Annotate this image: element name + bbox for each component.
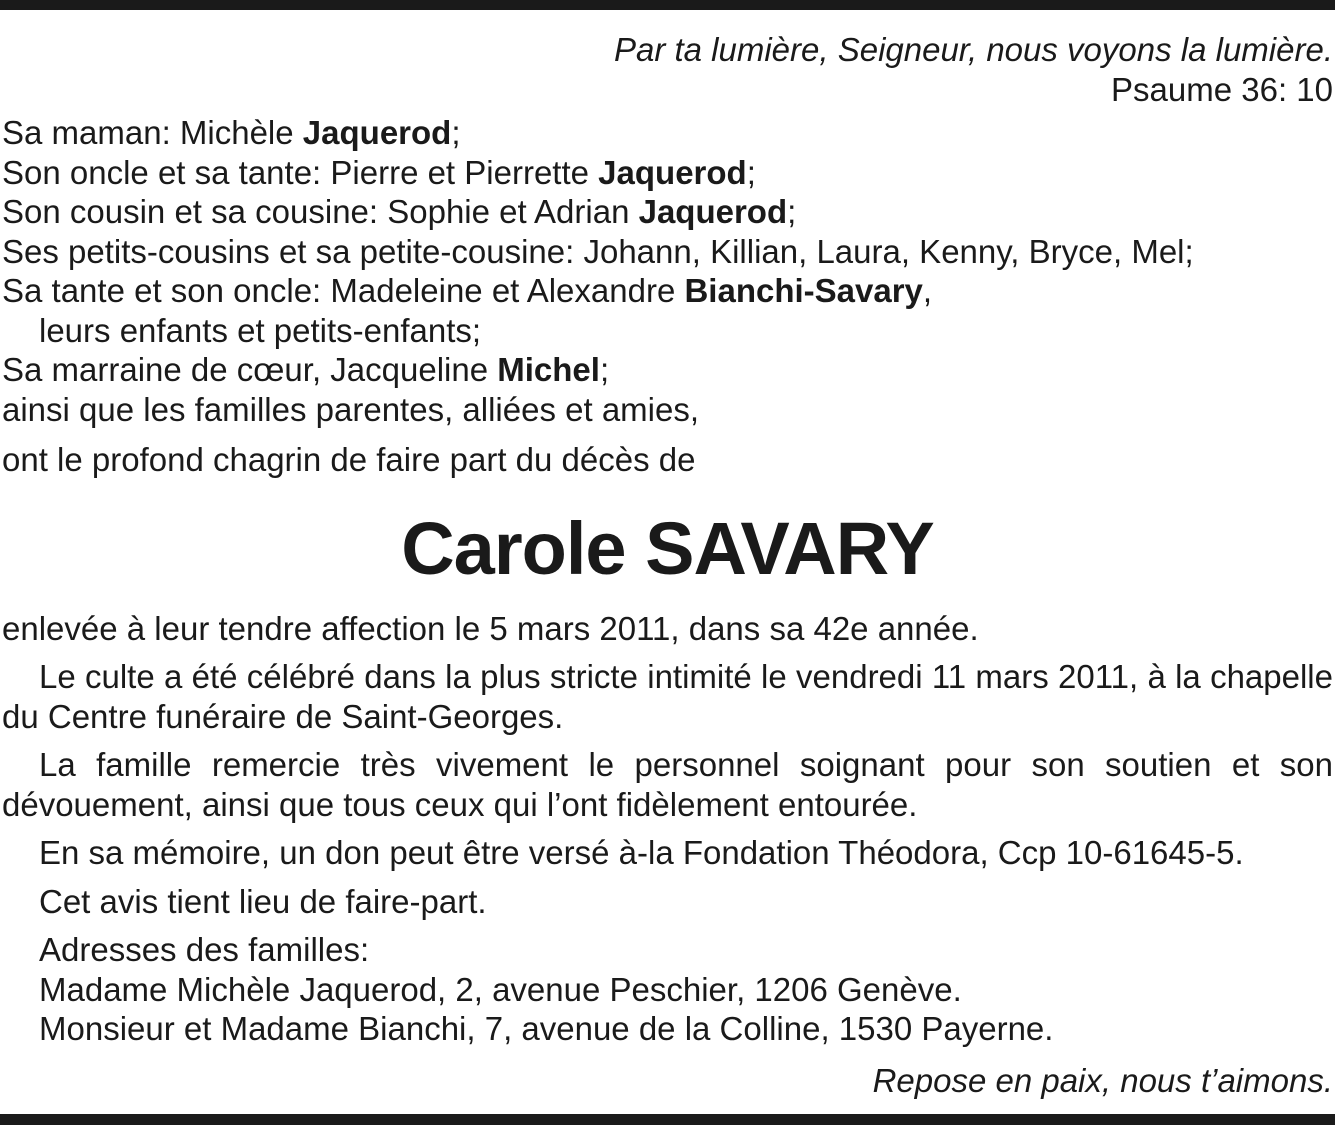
address-line: Madame Michèle Jaquerod, 2, avenue Peschier, 1206 Genève. [39, 970, 962, 1008]
paragraph: Cet avis tient lieu de faire-part. [39, 882, 487, 920]
announcement: ont le profond chagrin de faire part du décès de [2, 441, 696, 478]
obituary-notice [2, 30, 1333, 1100]
address-line: Monsieur et Madame Bianchi, 7, avenue de la Colline, 1530 Payerne. [39, 1010, 1054, 1047]
paragraph: Le culte a été célébré dans la plus stricte intimité le vendredi 11 mars 2011, à la chapelle du Centre funéraire de Saint-Georges. [2, 658, 1333, 735]
family-line: Sa marraine de cœur, Jacqueline Michel; [2, 351, 610, 388]
closing-line: Repose en paix, nous t’aimons. [872, 1061, 1333, 1099]
family-line: ainsi que les familles parentes, alliées et amies, [2, 390, 700, 428]
family-line: leurs enfants et petits-enfants; [39, 311, 482, 349]
family-line: Son oncle et sa tante: Pierre et Pierrette Jaquerod; [2, 153, 756, 191]
family-line: Sa maman: Michèle Jaquerod; [2, 114, 461, 151]
family-line: Son cousin et sa cousine: Sophie et Adrian Jaquerod; [2, 193, 797, 230]
paragraph: La famille remercie très vivement le personnel soignant pour son soutien et son dévouement, ainsi que tous ceux qui l’ont fidèlement entourée. [2, 746, 1333, 823]
family-line: Sa tante et son oncle: Madeleine et Alexandre Bianchi-Savary, [2, 272, 933, 309]
family-line: Ses petits-cousins et sa petite-cousine: Johann, Killian, Laura, Kenny, Bryce, Mel; [2, 232, 1194, 270]
paragraph: En sa mémoire, un don peut être versé à-la Fondation Théodora, Ccp 10-61645-5. [39, 834, 1244, 871]
bottom-rule [0, 1114, 1335, 1125]
family-addresses [2, 930, 1333, 1049]
addresses-heading: Adresses des familles: [39, 931, 370, 968]
deceased-name: Carole SAVARY [401, 506, 934, 590]
family-list [2, 113, 1333, 429]
epigraph-quote: Par ta lumière, Seigneur, nous voyons la lumière. [613, 31, 1333, 68]
epigraph-reference: Psaume 36: 10 [1111, 70, 1333, 108]
epigraph [2, 30, 1333, 109]
top-rule [0, 0, 1335, 10]
paragraph: enlevée à leur tendre affection le 5 mars 2011, dans sa 42e année. [2, 609, 979, 647]
